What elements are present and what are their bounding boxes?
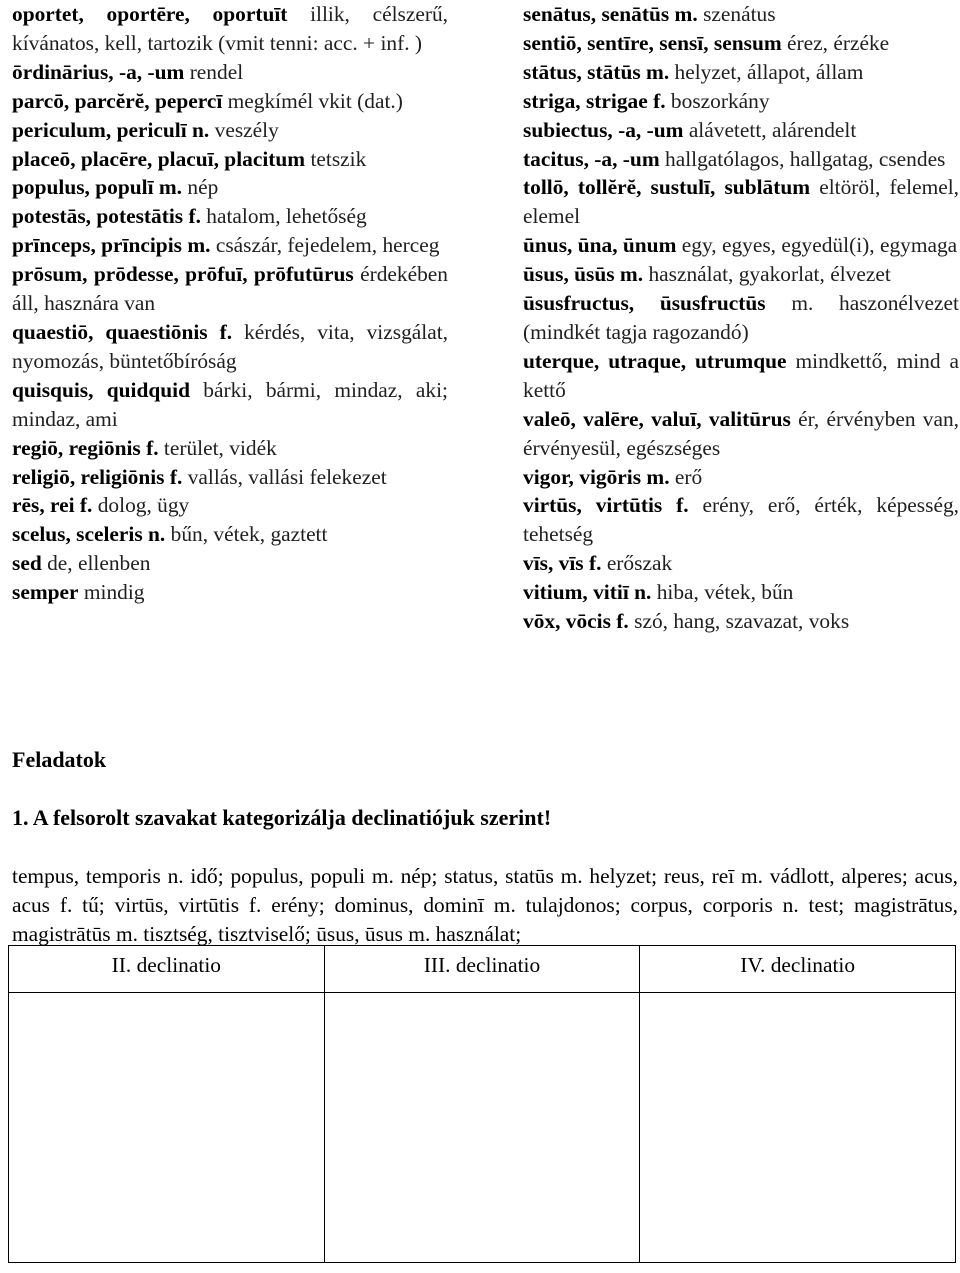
gloss: szenátus bbox=[703, 2, 776, 26]
gloss: eltöröl, felemel, elemel bbox=[523, 175, 959, 229]
answer-cell-iv[interactable] bbox=[640, 993, 956, 1263]
vocab-entry bbox=[12, 0, 448, 58]
headword: striga, strigae f. bbox=[523, 88, 666, 113]
headword: tacitus, -a, -um bbox=[523, 146, 660, 171]
gloss: de, ellenben bbox=[47, 551, 151, 576]
vocab-entry bbox=[523, 145, 959, 174]
headword: rēs, rei f. bbox=[12, 493, 93, 518]
tasks-heading: Feladatok bbox=[12, 747, 107, 772]
gloss: helyzet, állapot, állam bbox=[674, 59, 864, 84]
gloss: m. haszonélvezet (mindkét tagja ragozandó) bbox=[523, 291, 959, 344]
headword: sentiō, sentīre, sensī, sensum bbox=[523, 30, 782, 55]
vocab-entry bbox=[12, 520, 448, 549]
gloss: erő bbox=[674, 464, 703, 489]
gloss: illik, célszerű, kívánatos, kell, tartozik (vmit tenni: acc. + inf. ) bbox=[12, 2, 448, 55]
headword: valeō, valēre, valuī, valitūrus bbox=[523, 406, 791, 431]
vocab-entry bbox=[523, 549, 959, 578]
vocab-entry bbox=[523, 29, 959, 58]
vocab-entry bbox=[523, 0, 959, 29]
vocab-entry bbox=[12, 491, 448, 520]
vocab-entry bbox=[523, 289, 959, 347]
task-1-heading: 1. A felsorolt szavakat kategorizálja declinatiójuk szerint! bbox=[12, 805, 552, 830]
declension-table bbox=[8, 945, 956, 1263]
gloss: boszorkány bbox=[670, 88, 770, 113]
vocab-entry bbox=[12, 173, 448, 202]
gloss: vallás, vallási felekezet bbox=[187, 464, 387, 489]
gloss: ér, érvényben van, érvényesül, egészséges bbox=[523, 406, 959, 460]
vocab-entry bbox=[12, 116, 448, 145]
headword: prōsum, prōdesse, prōfuī, prōfutūrus bbox=[12, 262, 354, 287]
headword: vōx, vōcis f. bbox=[523, 609, 629, 634]
task-1-word-list: tempus, temporis n. idő; populus, populi m. nép; status, statūs m. helyzet; reus, reī m. vádlott, alperes; acus, acus f. tű; virtūs, virtūtis f. erény; dominus, dominī m. tulajdonos; corpus, corporis n. test; magistrātus, magistrātūs m. tisztség, tisztviselő; ūsus, ūsus m. használat; bbox=[12, 864, 958, 946]
headword: senātus, senātūs m. bbox=[523, 2, 698, 26]
vocab-entry bbox=[12, 376, 448, 434]
headword: uterque, utraque, utrumque bbox=[523, 348, 787, 373]
vocab-entry bbox=[12, 318, 448, 376]
headword: periculum, periculī n. bbox=[12, 117, 210, 142]
headword: quaestiō, quaestiōnis f. bbox=[12, 319, 233, 344]
gloss: császár, fejedelem, herceg bbox=[215, 233, 440, 258]
gloss: érez, érzéke bbox=[787, 30, 890, 55]
vocab-entry bbox=[12, 231, 448, 260]
headword: potestās, potestātis f. bbox=[12, 204, 201, 229]
vocab-entry bbox=[12, 145, 448, 174]
vocab-entry bbox=[12, 260, 448, 318]
headword: ūsus, ūsūs m. bbox=[523, 262, 644, 287]
vocab-entry bbox=[12, 434, 448, 463]
gloss: hatalom, lehetőség bbox=[206, 204, 367, 229]
vocab-entry bbox=[523, 116, 959, 145]
vocab-entry bbox=[523, 491, 959, 549]
vocab-entry bbox=[12, 87, 448, 116]
gloss: használat, gyakorlat, élvezet bbox=[648, 262, 891, 287]
gloss: erőszak bbox=[606, 551, 673, 576]
gloss: rendel bbox=[189, 59, 244, 84]
headword: semper bbox=[12, 580, 79, 605]
vocab-entry bbox=[523, 87, 959, 116]
gloss: megkímél vkit (dat.) bbox=[227, 88, 403, 113]
gloss: mindig bbox=[83, 580, 145, 605]
vocab-entry bbox=[12, 58, 448, 87]
vocab-entry bbox=[523, 58, 959, 87]
declension-table-header-row bbox=[9, 946, 956, 993]
header-iv-declinatio: IV. declinatio bbox=[640, 946, 956, 993]
headword: vigor, vigōris m. bbox=[523, 464, 670, 489]
vocab-entry bbox=[523, 405, 959, 463]
gloss: szó, hang, szavazat, voks bbox=[634, 609, 850, 634]
answer-cell-ii[interactable] bbox=[9, 993, 325, 1263]
answer-cell-iii[interactable] bbox=[324, 993, 640, 1263]
vocab-entry bbox=[523, 463, 959, 492]
headword: scelus, sceleris n. bbox=[12, 522, 166, 547]
headword: stātus, stātūs m. bbox=[523, 59, 670, 84]
gloss: hallgatólagos, hallgatag, csendes bbox=[665, 146, 946, 171]
gloss: alávetett, alárendelt bbox=[688, 117, 857, 142]
vocabulary-column-left bbox=[12, 0, 448, 607]
gloss: kérdés, vita, vizsgálat, nyomozás, büntetőbíróság bbox=[12, 319, 448, 373]
header-ii-declinatio: II. declinatio bbox=[9, 946, 325, 993]
header-iii-declinatio: III. declinatio bbox=[324, 946, 640, 993]
headword: sed bbox=[12, 551, 42, 576]
gloss: erény, erő, érték, képesség, tehetség bbox=[523, 493, 959, 547]
headword: parcō, parcĕrĕ, pepercī bbox=[12, 88, 223, 113]
headword: ōrdinārius, -a, -um bbox=[12, 59, 185, 84]
gloss: bűn, vétek, gaztett bbox=[170, 522, 328, 547]
headword: oportet, oportēre, oportuīt bbox=[12, 2, 288, 26]
vocab-entry bbox=[12, 549, 448, 578]
headword: virtūs, virtūtis f. bbox=[523, 493, 689, 518]
headword: placeō, placēre, placuī, placitum bbox=[12, 146, 306, 171]
headword: subiectus, -a, -um bbox=[523, 117, 684, 142]
headword: vitium, vitiī n. bbox=[523, 580, 652, 605]
vocab-entry bbox=[523, 578, 959, 607]
declension-table-answer-row bbox=[9, 993, 956, 1263]
vocab-entry bbox=[523, 607, 959, 636]
vocab-entry bbox=[12, 463, 448, 492]
gloss: hiba, vétek, bűn bbox=[656, 580, 794, 605]
vocab-entry bbox=[12, 578, 448, 607]
vocabulary-column-right bbox=[523, 0, 959, 636]
headword: regiō, regiōnis f. bbox=[12, 435, 159, 460]
gloss: dolog, ügy bbox=[97, 493, 190, 518]
vocab-entry bbox=[523, 347, 959, 405]
gloss: veszély bbox=[214, 117, 279, 142]
headword: ūnus, ūna, ūnum bbox=[523, 233, 677, 258]
headword: tollō, tollĕrĕ, sustulī, sublātum bbox=[523, 175, 811, 200]
vocab-entry bbox=[523, 231, 959, 260]
headword: populus, populī m. bbox=[12, 175, 183, 200]
headword: vīs, vīs f. bbox=[523, 551, 602, 576]
vocab-entry bbox=[12, 202, 448, 231]
gloss: terület, vidék bbox=[163, 435, 277, 460]
gloss: bárki, bármi, mindaz, aki; mindaz, ami bbox=[12, 377, 448, 431]
vocab-entry bbox=[523, 173, 959, 231]
gloss: mindkettő, mind a kettő bbox=[523, 348, 959, 402]
gloss: nép bbox=[187, 175, 219, 200]
headword: prīnceps, prīncipis m. bbox=[12, 233, 211, 258]
gloss: egy, egyes, egyedül(i), egymaga bbox=[681, 233, 958, 258]
gloss: érdekében áll, hasznára van bbox=[12, 262, 448, 316]
headword: quisquis, quidquid bbox=[12, 377, 190, 402]
gloss: tetszik bbox=[310, 146, 367, 171]
headword: ūsusfructus, ūsusfructūs bbox=[523, 291, 766, 316]
vocab-entry bbox=[523, 260, 959, 289]
headword: religiō, religiōnis f. bbox=[12, 464, 183, 489]
